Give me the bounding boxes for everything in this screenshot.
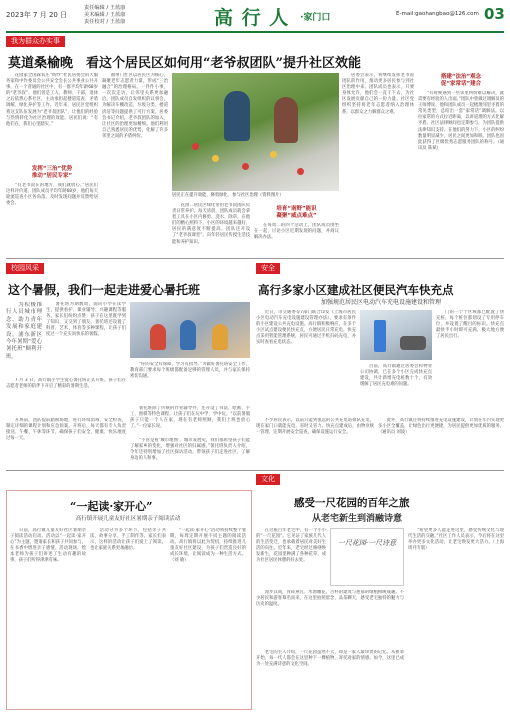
school-text: 暑托班为期数周，面向小学在读学生，提供看护、课业辅导、兴趣课程等服务。家长们纷纷点赞：孩子在这里既学到了知识，又交到了朋友。暑托班还设置了科普、艺术、体育等多种课程，让孩子们度过一个充实而快乐的暑假。: [46, 302, 126, 338]
top-col3-text: 花园二居民区绿化带由老爷叔团队负责日常养护。每天清晨，团队成员就会拿着工具在小区内修剪、浇水、除草。在他们的精心照料下，小区的环境越来越好，居民的满意度不断提高。团队还开设了“老爷叔课堂”，向年轻居民传授生活技能和养护知识。: [172, 203, 250, 245]
issue-date: 2023年 7 月 20 日: [6, 11, 68, 19]
person-figure: [224, 91, 250, 141]
top-col5-text: “有时候遇到一些邻里纠纷难以解决，就需要有经验的人出面。”团队中曾做过调解员的王师傅说。他和团队成员一起梳理邻里矛盾的常见类型，总结出一套“家常话”调解法。以拉家常的方式拉近距离，以讲道理的方式化解矛盾。社区法律顾问也定期参与，为团队提供法律知识支持。在他们的努力下，小区的纠纷数量明显减少，居民之间更加和睦。团队也因此获得了区级优秀志愿服务团队的称号。（通讯员 陈斌）: [418, 91, 504, 151]
school-lead-text: 为积极推行人员城市理念，助力青年发展和家庭建设，浦东新区今年暑期“爱心暑托班”顺利开班。: [6, 302, 42, 360]
charging-photo: [360, 310, 432, 360]
section-tag-school: 校园风采: [6, 263, 44, 274]
garden-subheadline: 从老宅新生到消融诗意: [312, 514, 403, 524]
subhead-line: 推动“居民专家”: [31, 173, 73, 179]
reading-text: 活动分为多个环节，包括亲子共读、故事分享、手工制作等。家长们表示，这样的活动让孩子们爱上了阅读，也让家庭关系更加融洽。: [90, 528, 166, 552]
flower-shape: [270, 151, 277, 158]
page-header: [0, 0, 510, 32]
subhead-line: 搭建“法治”观念: [440, 74, 482, 80]
top-col1-text2: “有老爷叔在的地方，我们就放心。”居民们这样评价道。团队成员平均年龄68岁，他们每天轮流巡查小区各角落，及时发现问题并反馈给居委会。: [6, 183, 98, 207]
person-figure: [274, 97, 298, 143]
safety-text: 门的一个个区域都已配置了快充桩，每个桩位都划设了专用停车位，并设置了醒目的标识。快充点最快半小时即可充满，极大地方便了居民出行。: [436, 310, 504, 340]
garden-text: 漫步其间，青砖黛瓦、木窗雕花，古朴的建筑与葱郁的绿植相映成趣。不少居民和游客慕名而来，在这里拍照留念、品茶聊天，感受老宅独特的魅力与历史的温度。: [256, 590, 404, 608]
news-photo: [172, 73, 339, 191]
school-text: 开班前，团队提前踏勘场地，进行环境消毒、安全检查，制定详细的课程计划和应急预案。开班后，每天都有专人负责接送、午餐、午休等环节，确保孩子们安全、健康、快乐地度过每一天。: [6, 418, 126, 442]
reading-text: “一起读·家开心”活动将持续整个暑期，每周定期开展不同主题的阅读活动。高行镇将以此为契机，持续推进儿童友好社区建设，为孩子们营造良好的成长环境，让阅读成为一种生活方式。（刘 敏）: [170, 528, 246, 564]
top-col4-text: 居委会表示，将继续发挥老爷叔团队的作用，推动更多居民参与到社区治理中来。团队成员也表示，只要身体允许，他们会一直干下去，为社区发展贡献自己的一份力量。社区党组织坚持将老年志愿者纳入治理体系，以群众之力解群众之难。: [342, 73, 414, 115]
editor-credits: [84, 5, 125, 26]
car-shape: [400, 336, 426, 350]
top-col1-subhead: [6, 166, 98, 180]
flower-shape: [212, 155, 219, 162]
section-divider: [6, 470, 504, 471]
safety-text: 不少居民表示，以前只能到很远的公共充电站排队充电，现在家门口就能充电，省时又省力。快充点建成后，由物业统一管理，定期开展安全巡查，确保设施运行安全。: [256, 418, 374, 436]
section-tag-culture: 文化: [256, 474, 280, 485]
header-rule: [6, 31, 504, 33]
top-col1-text: 花园家全国森农庄“纺纱”社民居委会的大服务家和中作委员会公共安全会长公共事业公共开事，在一个普通的社区中，有一群平均年龄68岁的“老爷叔”。他们曾是工人、教师、干部，退休之后依然心系社区，主动承担起楼道巡查、矛盾调解、绿化养护等工作。近年来，居民区党组织将这支队伍发展为“老爷叔团队”，让他们的经验与热情转化为社区治理的效能。居民们说：“有他们在，我们心里踏实。”: [6, 73, 98, 127]
safety-text: 近日，市交通委等7部门联合印发《上海市居民小区电动汽车充电设施建设管理办法》，要求有条件的小区建设公共充电设施。高行镇积极响应，在多个小区试点建设便民快充点，方便居民日常充电。快充点采用智能管理系统，居民可通过手机扫码充电，并实时查看充电状态。: [256, 310, 356, 346]
child-figure: [180, 320, 196, 350]
section-divider: [6, 258, 504, 259]
top-col3-subhead: [254, 206, 339, 220]
top-headline: 莫道桑榆晚 看这个居民区如何用“老爷叔团队”提升社区效能: [8, 56, 361, 71]
child-figure: [150, 324, 166, 350]
reading-subheadline: 高行镇开展儿童友好社区暑期亲子阅读活动: [75, 516, 181, 522]
flower-shape: [242, 163, 249, 170]
section-tag-safety: 安全: [256, 263, 280, 274]
top-col5-subhead: [418, 74, 504, 88]
top-col3-text2: 在每周二的四个活动上，团队成员围坐在一起，讨论小区近期发现的问题，并商议解决办法。: [254, 223, 339, 241]
photo-caption: 居民正在提升效能、修剪绿化、参与社区治理（资料图片）: [172, 193, 284, 198]
reading-text: 日前，高行镇儿童友好社区暑期亲子阅读活动启动。活动以“一起读·家开心”为主题，邀请家长和孩子共同参与，在书香中增进亲子感情。活动现场，绘本老师为孩子们讲述了生动有趣的故事，孩子们听得津津有味。: [10, 528, 86, 564]
safety-subheadline: 加强规范居民区电动汽车充电设施建设和管理: [320, 299, 441, 306]
school-photo: [130, 302, 250, 358]
subhead-line: 凝聚“威点难点”: [276, 213, 317, 219]
school-text: 7 月 3 日，高行镇小学生爱心暑托班正式开班。孩子们在志愿者老师的陪伴下开启了精彩的暑期生活。: [6, 378, 126, 390]
masthead: 高 行 人: [214, 7, 290, 29]
section-tag-community: 我为群众办实事: [6, 36, 65, 47]
editor-line: 美术编辑 / 王蓝康: [84, 12, 126, 18]
charger-shape: [374, 320, 386, 352]
flower-shape: [192, 143, 199, 150]
top-col2-text: 福州门社区以居民区为核心，凝聚老年志愿者力量，形成“三治融合”的治理格局。一件件小事，一次次走访，让邻里关系更加融洽。团队成员自发组织的议事会，为解决车棚改造、垃圾分类、楼道清洁等问题提供了可行方案。居委会书记介绍，老爷叔团队的加入，让社区的治理更加精细。他们利用自己熟悉居民的优势，化解了许多邻里之间的矛盾纠纷。: [102, 73, 168, 139]
page-number: 03: [484, 5, 505, 23]
school-text: “不管是看‘城市地图’、城市发展史，我们都希望孩子们能了解家乡的变化，增强对社区的归属感。”暑托班负责人介绍，今年还特别增加了社区探访活动，带领孩子们走进社区、了解身边的人和事。: [130, 438, 250, 462]
editor-line: 责任编辑 / 王蓝康: [84, 5, 126, 11]
editor-line: 责任校对 / 王蓝康: [84, 19, 126, 25]
safety-text: 此外，高行镇还将持续推进充电设施建设，计划在年内实现更多小区全覆盖，让绿色出行更便捷，为居民提供更加优质的服务。（通讯员 刘波）: [378, 418, 504, 436]
section-name: ·家门口: [300, 13, 331, 23]
garden-text: “希望更多人能走进这里，感受传统文化与现代生活的交融。”社区工作人员表示，今后将在这里举办更多文化活动，让老宅焕发更大活力。（上海周刊专版）: [408, 528, 504, 552]
garden-text: 老宅的主人介绍，一尺花园虽然不大，却是一家人最珍贵的记忆。从祖辈开始，每一代人都会在这里种下一棵植物，寄托对家的情感。如今，这里已成为一处充满诗意的文化空间。: [256, 650, 404, 668]
flower-shape: [297, 168, 304, 175]
garden-headline: 感受一尺花园的百年之旅: [294, 497, 410, 509]
school-quote: “你的安全有保障，学习有指导。”为做好暑托班安全工作，教育部门要求每个班级都配备足够的管理人员，并与家长保持密切沟通。: [130, 362, 250, 380]
calligraphy-image: 一尺花园·一尺诗意: [330, 528, 404, 586]
subhead-line: 促“家常话”建合: [440, 81, 482, 87]
safety-headline: 高行多家小区建成社区便民汽车快充点: [258, 283, 454, 297]
school-text: 暑托班除了传统的作业辅导外，还开设了书法、绘画、手工、围棋等特色课程，让孩子们在玩中学、学中玩。“以前暑假孩子只能一个人在家，现在有老师照顾，我们上班也放心了。”一位家长说。: [130, 406, 250, 430]
subhead-line: 发挥“三治”优势: [31, 166, 73, 172]
child-figure: [212, 324, 228, 350]
garden-text: 在这座百年老宅中，有一个小小的“一尺花园”。它见证了家族几代人的生活变迁，也承载着居民对美好生活的向往。近年来，老宅经过修缮焕发新生，花园里种满了各种花草，成为社区居民休憩的好去处。: [256, 528, 326, 564]
reading-headline: “一起读·家开心”: [70, 500, 153, 513]
school-headline: 这个暑假，我们一起走进爱心暑托班: [8, 283, 201, 297]
subhead-line: 培育“南野”能识: [276, 206, 317, 212]
contact-email: E-mail:gaohangbao@126.com: [396, 11, 479, 17]
safety-text: 目前，高行镇通过居委会和物业公司协调，已在多个小区完成快充点建设，共计新增充电桩数十个，有效缓解了居民充电难的问题。: [360, 364, 432, 388]
